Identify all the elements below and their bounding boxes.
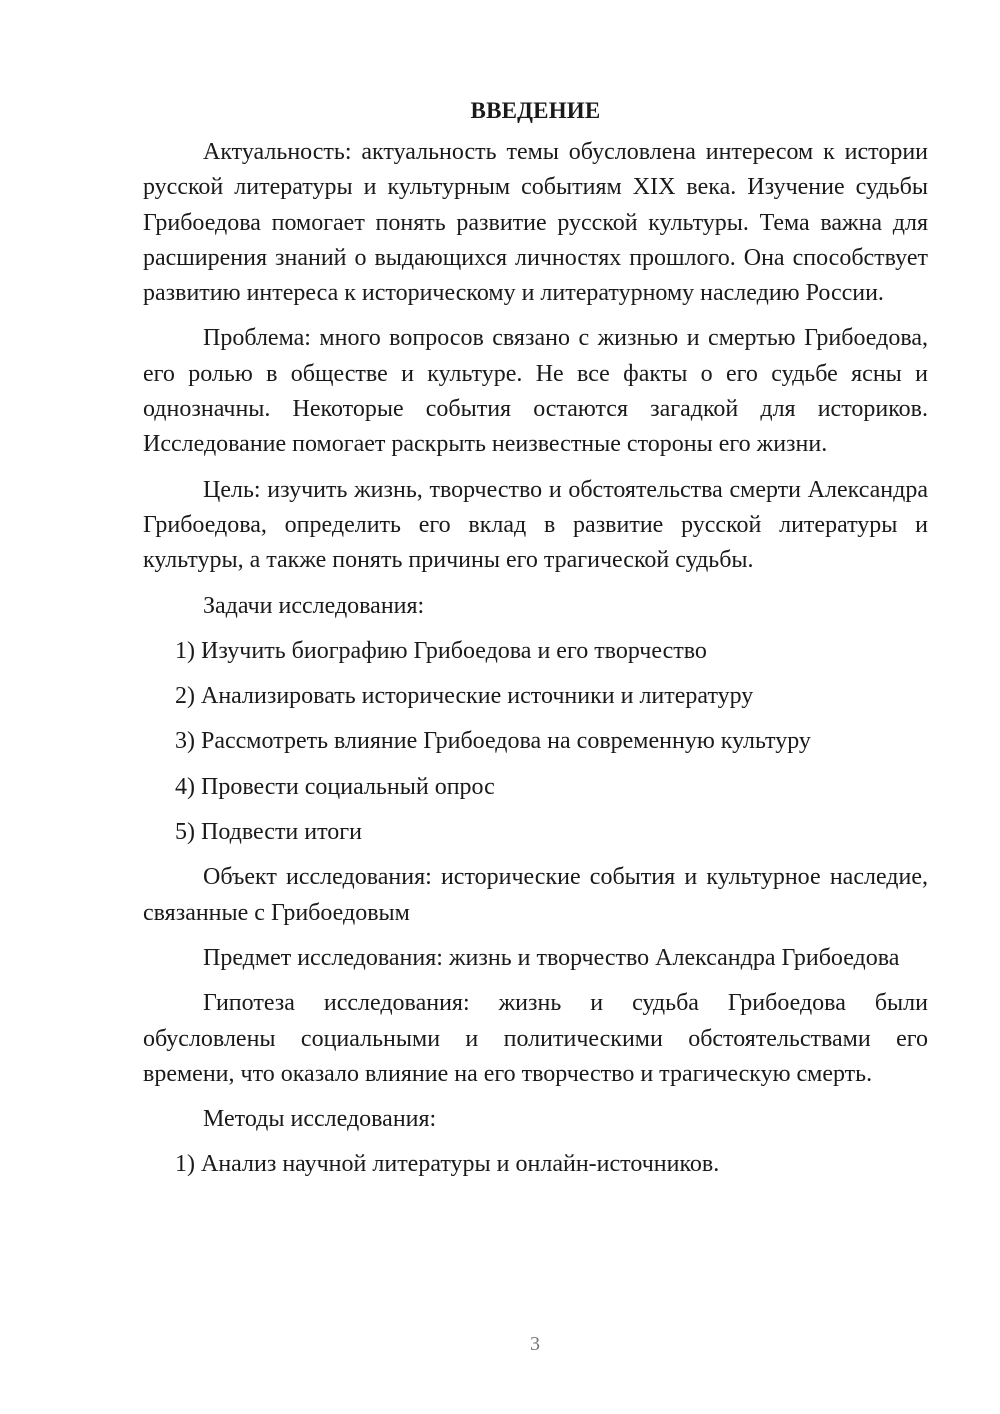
- page-number: 3: [530, 1333, 540, 1355]
- task-item: 1) Изучить биографию Грибоедова и его творчество: [175, 637, 707, 664]
- goal-paragraph: Цель: изучить жизнь, творчество и обстоятельства смерти Александра Грибоедова, определить его вклад в развитие русской литературы и культуры, а также понять причины его трагической судьбы.: [143, 476, 928, 574]
- subject-paragraph: Предмет исследования: жизнь и творчество Александра Грибоедова: [203, 944, 900, 971]
- task-item: 5) Подвести итоги: [175, 819, 362, 846]
- task-item: 4) Провести социальный опрос: [175, 773, 495, 800]
- relevance-paragraph: Актуальность: актуальность темы обусловлена интересом к истории русской литературы и культурным событиям XIX века. Изучение судьбы Грибоедова помогает понять развитие русской культуры. Тема важна для расширения знаний о выдающихся личностях прошлого. Она способствует развитию интереса к историческому и литературному наследию России.: [143, 139, 928, 307]
- hypothesis-paragraph: Гипотеза исследования: жизнь и судьба Грибоедова были обусловлены социальными и политическими обстоятельствами его времени, что оказало влияние на его творчество и трагическую смерть.: [143, 990, 928, 1087]
- method-item: 1) Анализ научной литературы и онлайн-источников.: [175, 1151, 720, 1178]
- document-body: [143, 96, 928, 1193]
- task-item: 3) Рассмотреть влияние Грибоедова на современную культуру: [175, 728, 811, 755]
- object-paragraph: Объект исследования: исторические события и культурное наследие, связанные с Грибоедовым: [143, 864, 928, 926]
- task-item: 2) Анализировать исторические источники и литературу: [175, 683, 754, 710]
- tasks-heading: Задачи исследования:: [203, 592, 425, 619]
- page-title: ВВЕДЕНИЕ: [470, 98, 601, 123]
- methods-heading: Методы исследования:: [203, 1106, 437, 1133]
- problem-paragraph: Проблема: много вопросов связано с жизнью и смертью Грибоедова, его ролью в обществе и культуре. Не все факты о его судьбе ясны и однозначны. Некоторые события остаются загадкой для историков. Исследование помогает раскрыть неизвестные стороны его жизни.: [143, 325, 928, 458]
